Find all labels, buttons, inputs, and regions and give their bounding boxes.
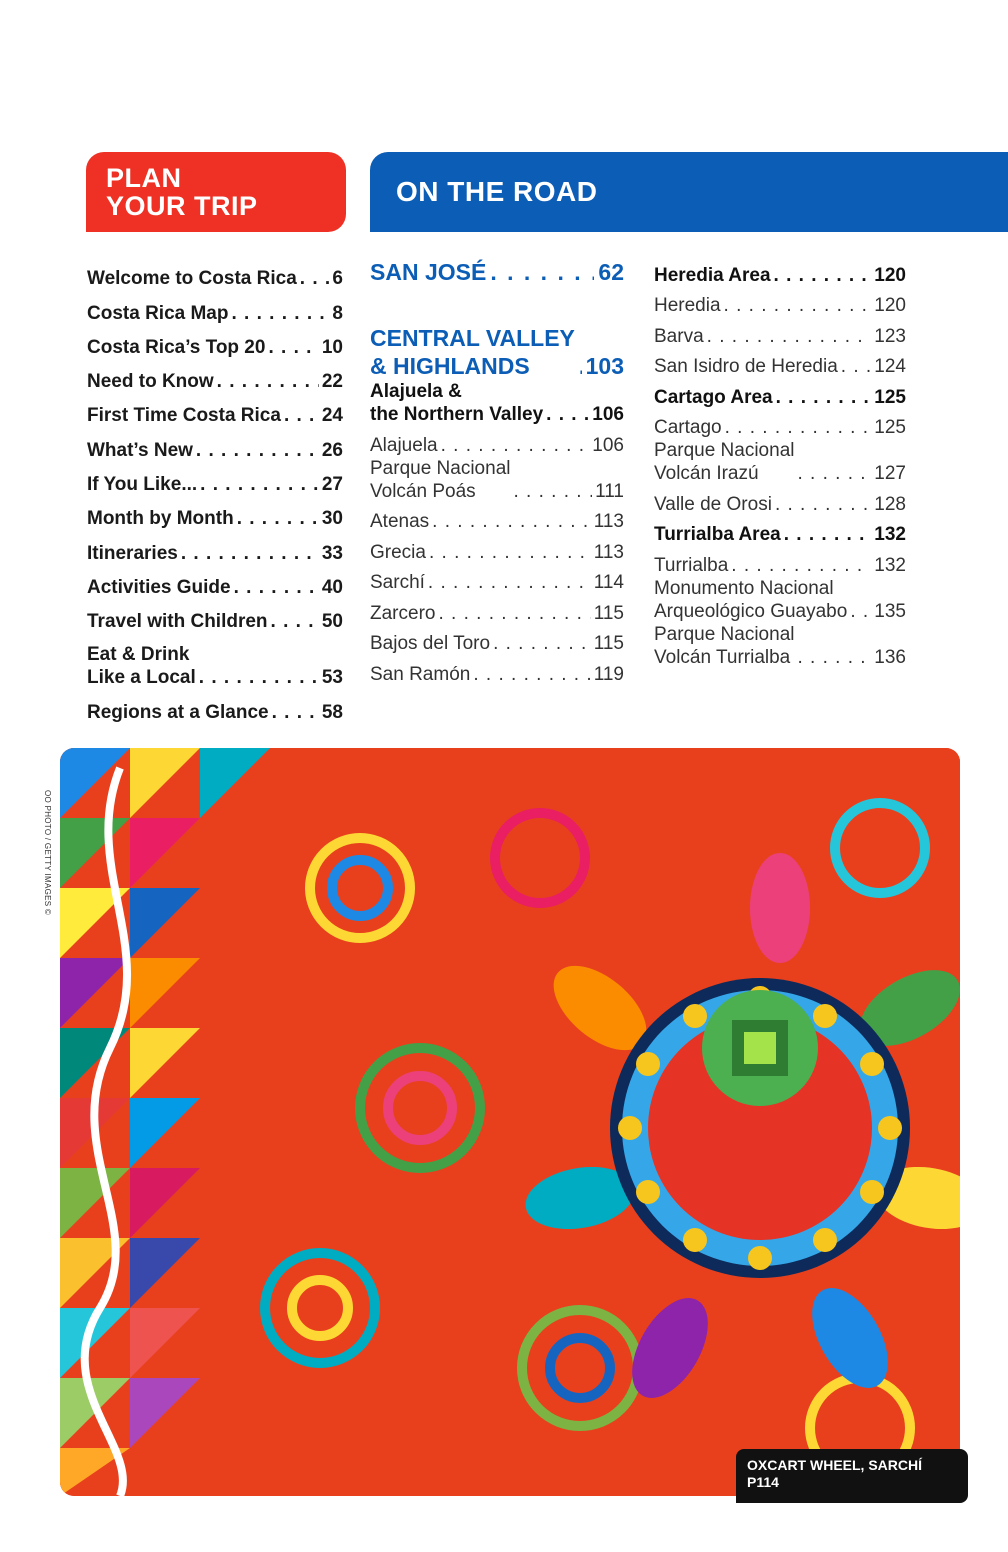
toc-entry[interactable]: Barva . . . 123	[654, 317, 906, 348]
toc-entry[interactable]: Bajos del Toro . . . 115	[370, 625, 624, 656]
toc-entry[interactable]: Need to Know . . . 22	[87, 359, 343, 393]
toc-entry[interactable]: Monumento Nacional Arqueológico Guayabo . . . 135	[654, 577, 906, 623]
toc-entry[interactable]: Parque Nacional Volcán Poás . . . 111	[370, 457, 624, 503]
toc-entry[interactable]: Cartago . . . 125	[654, 409, 906, 440]
toc-entry[interactable]: Travel with Children . . . 50	[87, 599, 343, 633]
plan-your-trip-header	[86, 152, 346, 232]
toc-entry[interactable]: Itineraries . . . 33	[87, 530, 343, 564]
plan-trip-contents	[87, 256, 343, 724]
toc-entry[interactable]: San Isidro de Heredia . . . 124	[654, 348, 906, 379]
toc-entry[interactable]: Sarchí . . . 114	[370, 564, 624, 595]
plan-your-trip-title: PLAN YOUR TRIP	[106, 163, 258, 221]
photo-caption: OXCART WHEEL, SARCHÍ P114	[736, 1449, 968, 1503]
oxcart-wheel-illustration	[60, 748, 960, 1496]
on-the-road-title: ON THE ROAD	[396, 176, 598, 207]
toc-entry[interactable]: What’s New . . . 26	[87, 427, 343, 461]
toc-entry[interactable]: Parque Nacional Volcán Turrialba . . . 136	[654, 623, 906, 669]
toc-entry[interactable]: Costa Rica’s Top 20 . . . 10	[87, 325, 343, 359]
toc-entry[interactable]: Turrialba Area . . . 132	[654, 516, 906, 547]
toc-entry[interactable]: First Time Costa Rica . . . 24	[87, 393, 343, 427]
photo-credit: OO PHOTO / GETTY IMAGES ©	[43, 790, 52, 916]
toc-entry[interactable]: Valle de Orosi . . . 128	[654, 485, 906, 516]
toc-entry[interactable]: Cartago Area . . . 125	[654, 378, 906, 409]
toc-entry[interactable]: Heredia Area . . . 120	[654, 256, 906, 287]
road-contents-col1	[370, 256, 624, 686]
section-central-valley[interactable]: CENTRAL VALLEY & HIGHLANDS . . . 103	[370, 286, 624, 380]
section-san-jose[interactable]: SAN JOSÉ . . . 62	[370, 256, 624, 286]
toc-entry[interactable]: Regions at a Glance . . . 58	[87, 689, 343, 723]
on-the-road-header	[370, 152, 1008, 232]
toc-entry[interactable]: Heredia . . . 120	[654, 287, 906, 318]
toc-entry[interactable]: Activities Guide . . . 40	[87, 565, 343, 599]
road-contents-col2	[654, 256, 906, 669]
toc-entry[interactable]: If You Like... . . . 27	[87, 462, 343, 496]
toc-entry[interactable]: Parque Nacional Volcán Irazú . . . 127	[654, 439, 906, 485]
toc-entry[interactable]: Costa Rica Map . . . 8	[87, 290, 343, 324]
toc-entry[interactable]: Alajuela & the Northern Valley . . . 106	[370, 380, 624, 426]
toc-entry[interactable]: Welcome to Costa Rica . . . 6	[87, 256, 343, 290]
toc-entry[interactable]: Turrialba . . . 132	[654, 546, 906, 577]
toc-entry[interactable]: Grecia . . . 113	[370, 533, 624, 564]
toc-entry[interactable]: Eat & Drink Like a Local . . . 53	[87, 633, 343, 689]
toc-entry[interactable]: Zarcero . . . 115	[370, 594, 624, 625]
toc-entry[interactable]: Alajuela . . . 106	[370, 426, 624, 457]
toc-entry[interactable]: Atenas . . . 113	[370, 503, 624, 534]
toc-entry[interactable]: Month by Month . . . 30	[87, 496, 343, 530]
oxcart-wheel-photo	[60, 748, 960, 1496]
toc-entry[interactable]: San Ramón . . . 119	[370, 655, 624, 686]
